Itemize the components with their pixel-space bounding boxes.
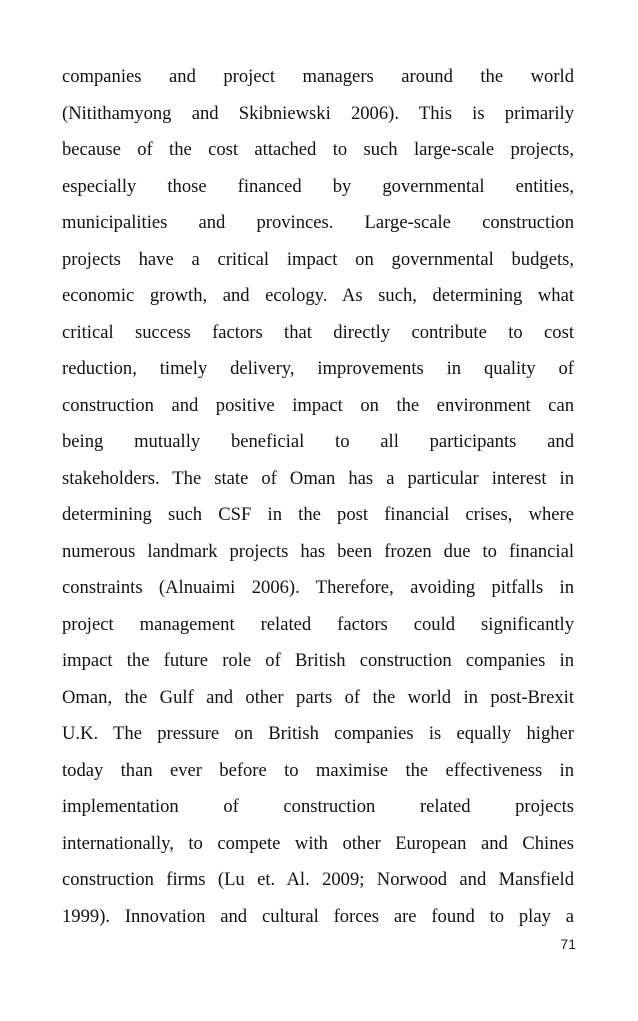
text-line: economic growth, and ecology. As such, determining what (62, 285, 574, 306)
text-line: stakeholders. The state of Oman has a particular interest in (62, 467, 574, 489)
text-line: (Nitithamyong and Skibniewski 2006). This is primarily (62, 102, 574, 124)
body-paragraph (62, 63, 574, 939)
text-line: projects have a critical impact on governmental budgets, (62, 248, 574, 270)
text-line: U.K. The pressure on British companies is equally higher (62, 723, 574, 744)
text-line: determining such CSF in the post financial crises, where (62, 504, 574, 525)
text-line: construction firms (Lu et. Al. 2009; Norwood and Mansfield (62, 869, 574, 890)
text-line: reduction, timely delivery, improvements in quality of (62, 358, 574, 379)
text-line: Oman, the Gulf and other parts of the world in post-Brexit (62, 686, 574, 708)
text-line: municipalities and provinces. Large-scale construction (62, 212, 574, 233)
text-line: implementation of construction related projects (62, 796, 574, 817)
text-line: especially those financed by governmental entities, (62, 175, 574, 197)
text-line: critical success factors that directly contribute to cost (62, 321, 574, 343)
text-line: numerous landmark projects has been frozen due to financial (62, 540, 574, 562)
text-line: today than ever before to maximise the effectiveness in (62, 759, 574, 781)
text-line: because of the cost attached to such large-scale projects, (62, 139, 574, 160)
text-line: companies and project managers around the world (62, 66, 574, 87)
text-line: impact the future role of British construction companies in (62, 650, 574, 671)
text-line: project management related factors could significantly (62, 613, 574, 635)
text-line: being mutually beneficial to all participants and (62, 431, 574, 452)
page-number: 71 (560, 936, 576, 952)
text-line: construction and positive impact on the environment can (62, 394, 574, 416)
text-line: constraints (Alnuaimi 2006). Therefore, avoiding pitfalls in (62, 577, 574, 598)
text-line: internationally, to compete with other European and Chines (62, 832, 574, 854)
text-line: 1999). Innovation and cultural forces are found to play a (62, 905, 574, 927)
